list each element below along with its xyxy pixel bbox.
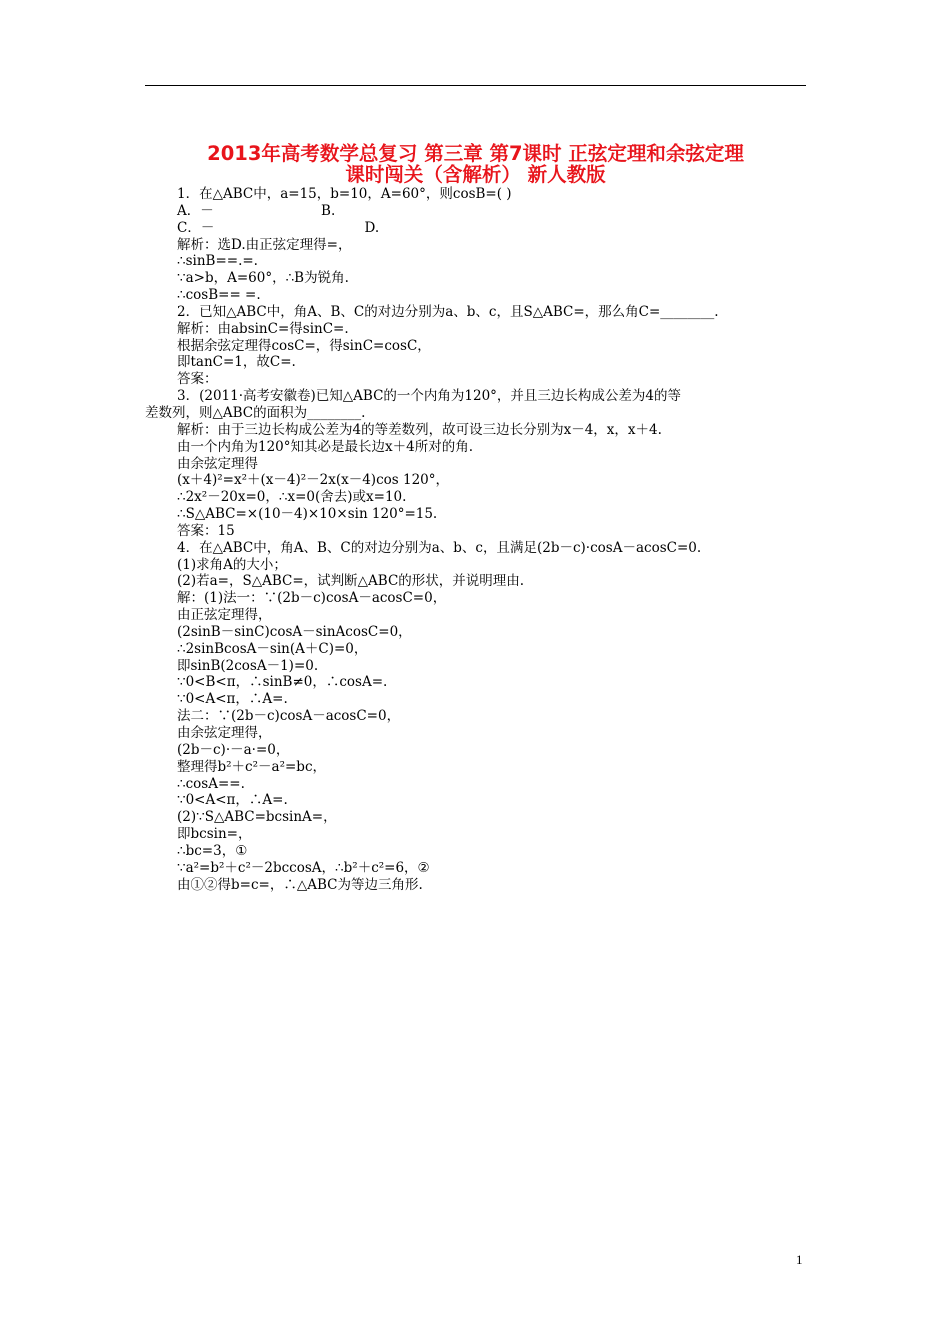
text-line: A．－ B. bbox=[177, 202, 336, 219]
document-body bbox=[145, 186, 817, 893]
text-line: 差数列，则△ABC的面积为________. bbox=[145, 404, 366, 421]
text-line: (2)∵S△ABC=bcsinA=， bbox=[177, 809, 337, 826]
text-line: 由余弦定理得 bbox=[177, 455, 258, 472]
text-line: ∴2x²－20x=0，∴x=0(舍去)或x=10. bbox=[177, 489, 407, 506]
text-line: 解析：选D.由正弦定理得=， bbox=[177, 236, 352, 253]
text-line: (2b－c)·－a·=0， bbox=[177, 741, 290, 758]
text-line: ∴bc=3，① bbox=[177, 842, 248, 859]
document-title-line-1: 2013年高考数学总复习 第三章 第7课时 正弦定理和余弦定理 bbox=[207, 142, 744, 165]
text-line: 根据余弦定理得cosC=，得sinC=cosC， bbox=[177, 337, 431, 354]
text-line: ∴cosA==. bbox=[177, 775, 245, 792]
text-line: 3．(2011·高考安徽卷)已知△ABC的一个内角为120°，并且三边长构成公差为4的等 bbox=[177, 388, 682, 405]
text-line: 即bcsin=， bbox=[177, 826, 252, 843]
text-line: (2sinB－sinC)cosA－sinAcosC=0， bbox=[177, 623, 412, 640]
text-line: 法二：∵(2b－c)cosA－acosC=0， bbox=[177, 708, 401, 725]
text-line: ∵0<A<π，∴A=. bbox=[177, 691, 288, 708]
text-line: 即sinB(2cosA－1)=0. bbox=[177, 657, 319, 674]
text-line: (2)若a=，S△ABC=，试判断△ABC的形状，并说明理由. bbox=[177, 573, 525, 590]
text-line: (1)求角A的大小； bbox=[177, 556, 287, 573]
text-line: 答案：15 bbox=[177, 522, 235, 539]
text-line: ∵0<A<π，∴A=. bbox=[177, 792, 288, 809]
text-line: 整理得b²＋c²－a²=bc， bbox=[177, 758, 327, 775]
header-rule bbox=[145, 85, 806, 86]
text-line: 由余弦定理得， bbox=[177, 725, 272, 741]
text-line: 2．已知△ABC中，角A、B、C的对边分别为a、b、c，且S△ABC=，那么角C=________. bbox=[177, 303, 719, 320]
text-line: 即tanC=1，故C=. bbox=[177, 354, 296, 371]
text-line: 1．在△ABC中，a=15，b=10，A=60°，则cosB=( ) bbox=[177, 186, 512, 202]
text-line: (x＋4)²=x²＋(x－4)²－2x(x－4)cos 120°， bbox=[177, 472, 449, 489]
document-title-line-2: 课时闯关（含解析） 新人教版 bbox=[345, 163, 606, 186]
text-line: 4．在△ABC中，角A、B、C的对边分别为a、b、c，且满足(2b－c)·cosA－acosC=0. bbox=[177, 539, 702, 556]
text-line: ∴sinB==.=. bbox=[177, 253, 258, 270]
text-line: 解析：由于三边长构成公差为4的等差数列，故可设三边长分别为x－4，x，x＋4. bbox=[177, 421, 662, 438]
text-line: 由①②得b=c=，∴△ABC为等边三角形. bbox=[177, 876, 423, 893]
text-line: 答案： bbox=[177, 371, 218, 388]
text-line: 解：(1)法一：∵(2b－c)cosA－acosC=0， bbox=[177, 590, 447, 607]
text-line: ∴2sinBcosA－sin(A＋C)=0， bbox=[177, 640, 368, 657]
text-line: ∵a²=b²＋c²－2bccosA，∴b²＋c²=6，② bbox=[177, 859, 430, 876]
text-line: ∵0<B<π，∴sinB≠0，∴cosA=. bbox=[177, 674, 388, 691]
text-line: 解析：由absinC=得sinC=. bbox=[177, 320, 349, 337]
page-number: 1 bbox=[796, 1252, 803, 1267]
text-line: ∵a>b，A=60°，∴B为锐角. bbox=[177, 270, 349, 287]
text-line: ∴cosB== =. bbox=[177, 287, 261, 304]
text-line: C．－ D. bbox=[177, 219, 380, 236]
text-line: 由正弦定理得， bbox=[177, 607, 272, 624]
text-line: ∴S△ABC=×(10－4)×10×sin 120°=15. bbox=[177, 506, 438, 523]
text-line: 由一个内角为120°知其必是最长边x＋4所对的角. bbox=[177, 438, 474, 455]
